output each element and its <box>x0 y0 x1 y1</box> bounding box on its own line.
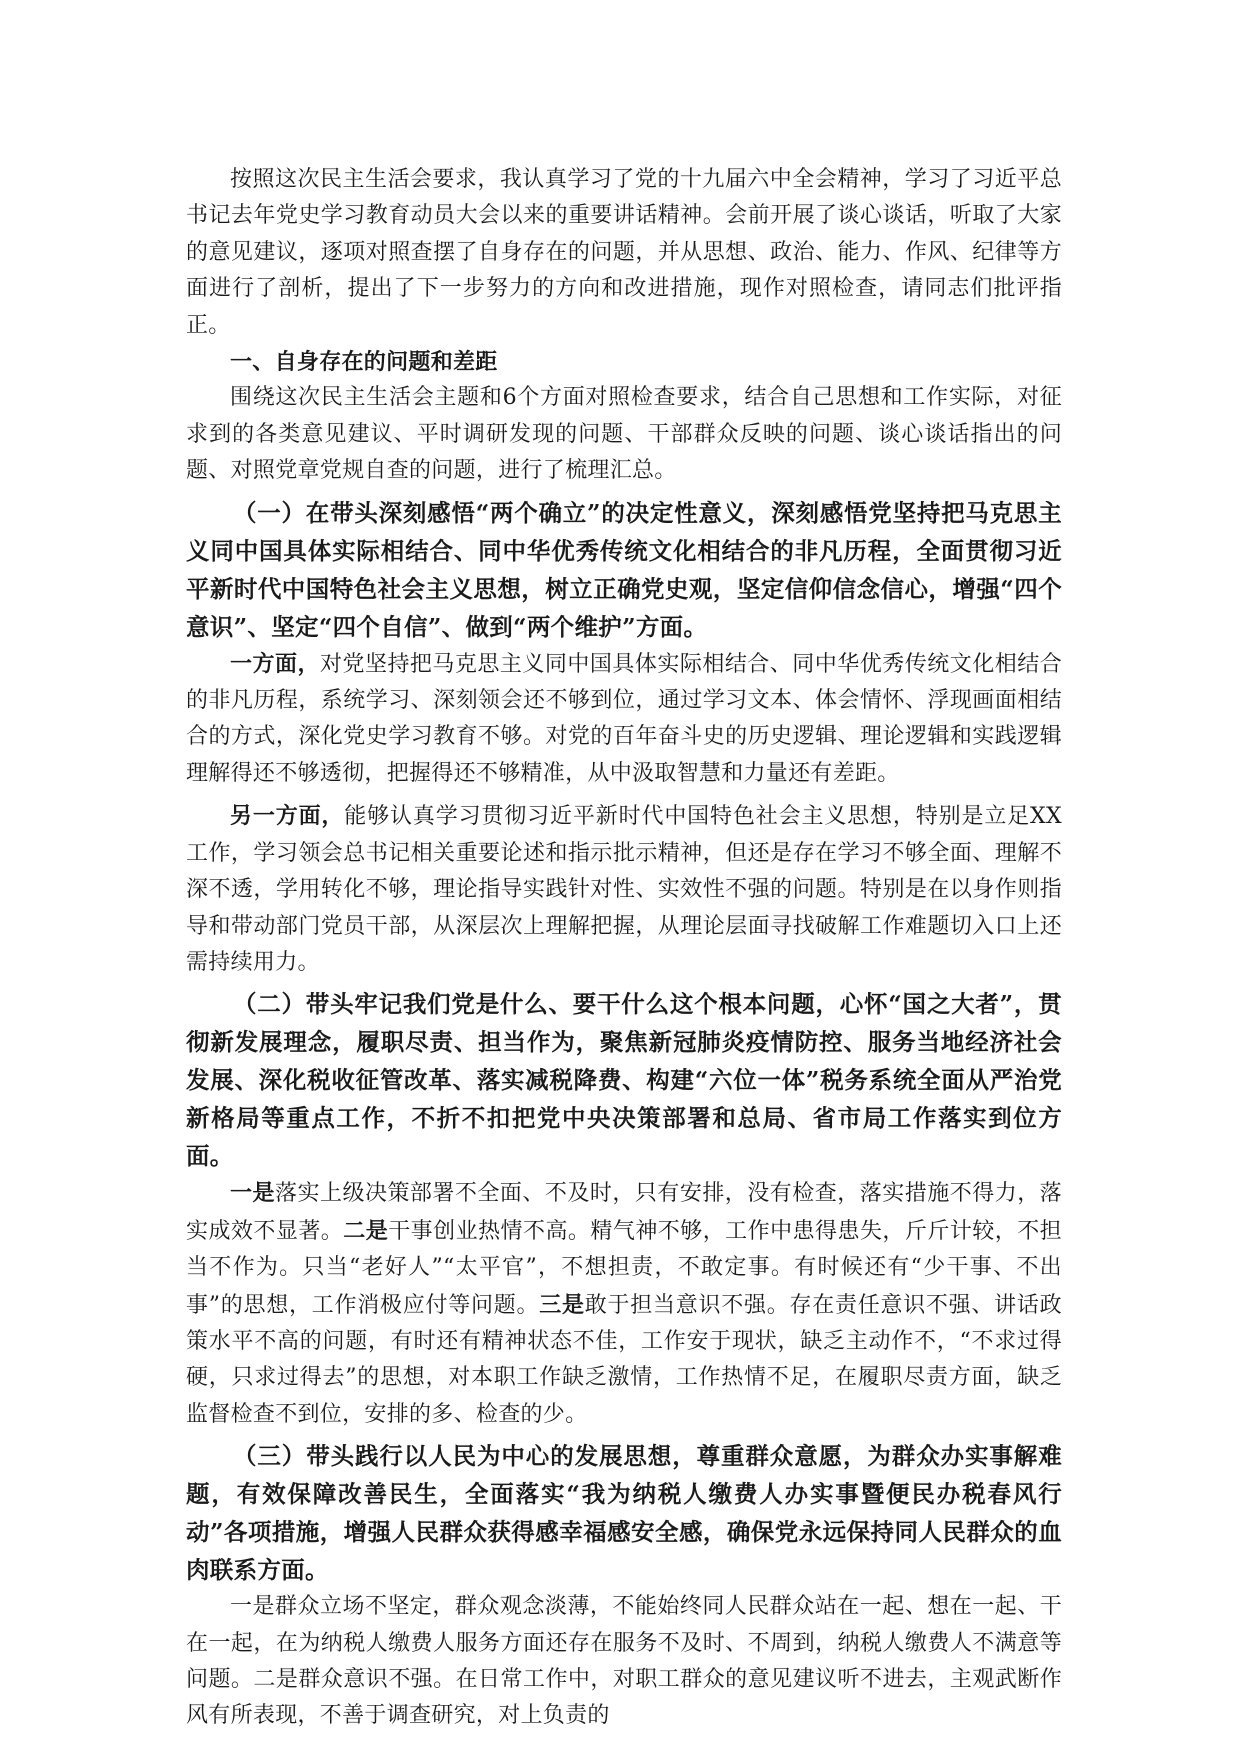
paragraph-masses: 一是群众立场不坚定，群众观念淡薄，不能始终同人民群众站在一起、想在一起、干在一起，在为纳税人缴费人服务方面还存在服务不及时、不周到，纳税人缴费人不满意等问题。二是群众意识不强。在日常工作中，对职工群众的意见建议听不进去，主观武断作风有所表现，不善于调查研究，对上负责的 <box>186 1594 1062 1729</box>
lead-phrase: 另一方面， <box>230 803 345 830</box>
paragraph-text: 落实上级决策部署不全面、不及时，只有安排，没有检查，落实措施不得力，落实成效不显著。 <box>186 1181 1062 1244</box>
intro-paragraph: 按照这次民主生活会要求，我认真学习了党的十九届六中全会精神，学习了习近平总书记去年党史学习教育动员大会以来的重要讲话精神。会前开展了谈心谈话，听取了大家的意见建议，逐项对照查摆了自身存在的问题，并从思想、政治、能力、作风、纪律等方面进行了剖析，提出了下一步努力的方向和改进措施，现作对照检查，请同志们批评指正。 <box>186 167 1062 338</box>
subsection-heading-1: （一）在带头深刻感悟“两个确立”的决定性意义，深刻感悟党坚持把马克思主义同中国具体实际相结合、同中华优秀传统文化相结合的非凡历程，全面贯彻习近平新时代中国特色社会主义思想，树立正确党史观，坚定信仰信念信心，增强“四个意识”、坚定“四个自信”、做到“两个维护”方面。 <box>186 498 1062 641</box>
subsection-heading-2: （二）带头牢记我们党是什么、要干什么这个根本问题，心怀“国之大者”，贯彻新发展理念，履职尽责、担当作为，聚焦新冠肺炎疫情防控、服务当地经济社会发展、深化税收征管改革、落实减税降费、构建“六位一体”税务系统全面从严治党新格局等重点工作，不折不扣把党中央决策部署和总局、省市局工作落实到位方面。 <box>186 990 1062 1171</box>
document-body <box>186 162 1062 1735</box>
paragraph-text: 敢于担当意识不强。存在责任意识不强、讲话政策水平不高的问题，有时还有精神状态不佳，工作安于现状，缺乏主动作不，“不求过得硬，只求过得去”的思想，对本职工作缺乏激情，工作热情不足，在履职尽责方面，缺乏监督检查不到位，安排的多、检查的少。 <box>186 1292 1062 1427</box>
subsection-heading-3: （三）带头践行以人民为中心的发展思想，尊重群众意愿，为群众办实事解难题，有效保障改善民生，全面落实“我为纳税人缴费人办实事暨便民办税春风行动”各项措施，增强人民群众获得感幸福感安全感，确保党永远保持同人民群众的血肉联系方面。 <box>186 1442 1062 1585</box>
lead-phrase: 三是 <box>539 1291 585 1318</box>
paragraph-text: 干事创业热情不高。精气神不够，工作中患得患失，斤斤计较，不担当不作为。只当“老好人”“太平官”，不想担责，不敢定事。有时候还有“少干事、不出事”的思想，工作消极应付等问题。 <box>186 1218 1062 1318</box>
lead-phrase: 一方面， <box>230 650 320 677</box>
section-heading: 一、自身存在的问题和差距 <box>230 349 498 376</box>
section-intro-paragraph: 围绕这次民主生活会主题和6个方面对照检查要求，结合自己思想和工作实际，对征求到的各类意见建议、平时调研发现的问题、干部群众反映的问题、谈心谈话指出的问题、对照党章党规自查的问题，进行了梳理汇总。 <box>186 385 1062 484</box>
paragraph-other-aspect <box>186 798 1062 981</box>
paragraph-text: 能够认真学习贯彻习近平新时代中国特色社会主义思想，特别是立足XX工作，学习领会总书记相关重要论述和指示批示精神，但还是存在学习不够全面、理解不深不透，学用转化不够，理论指导实践针对性、实效性不强的问题。特别是在以身作则指导和带动部门党员干部，从深层次上理解把握，从理论层面寻找破解工作难题切入口上还需持续用力。 <box>186 804 1062 975</box>
paragraph-points <box>186 1175 1062 1433</box>
lead-phrase: 一是 <box>230 1180 275 1207</box>
paragraph-one-aspect <box>186 646 1062 793</box>
lead-phrase: 二是 <box>343 1217 389 1244</box>
paragraph-text: 对党坚持把马克思主义同中国具体实际相结合、同中华优秀传统文化相结合的非凡历程，系统学习、深刻领会还不够到位，通过学习文本、体会情怀、浮现画面相结合的方式，深化党史学习教育不够。对党的百年奋斗史的历史逻辑、理论逻辑和实践逻辑理解得还不够透彻，把握得还不够精准，从中汲取智慧和力量还有差距。 <box>186 651 1062 786</box>
